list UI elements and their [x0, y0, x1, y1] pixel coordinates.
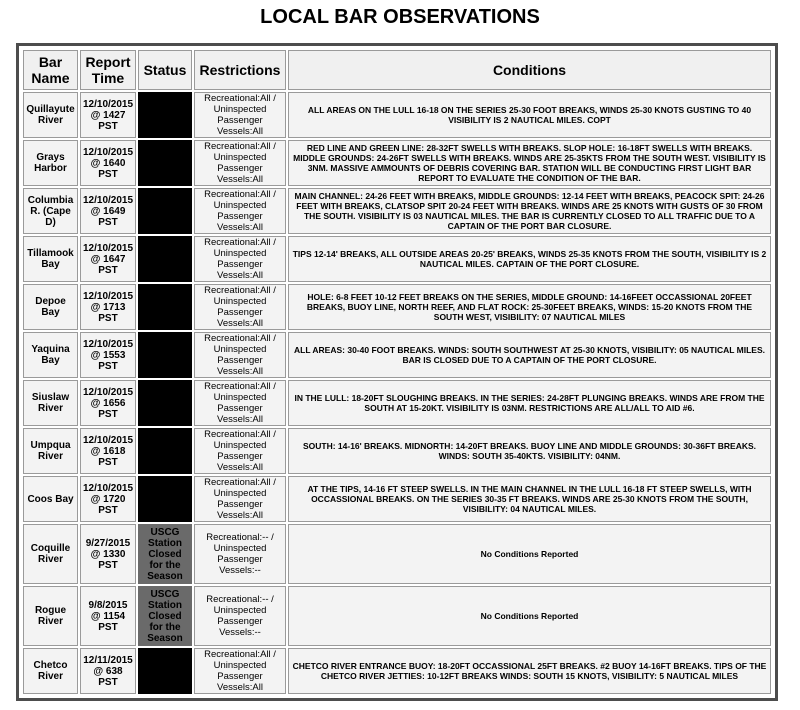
- table-row: [23, 140, 771, 186]
- bar-name-cell: Siuslaw River: [23, 380, 78, 426]
- table-row: [23, 648, 771, 694]
- conditions-cell: HOLE: 6-8 FEET 10-12 FEET BREAKS ON THE SERIES, MIDDLE GROUND: 14-16FEET OCCASSIONAL 20FEET BREAKS, BUOY LINE, NORTH REEF, AND FLAT ROCK: 25-30FEET BREAKS, WINDS: 15-20 KNOTS FROM THE SOUTH WEST, VISIBILITY: 07 NAUTICAL MILES: [288, 284, 771, 330]
- report-time-cell: 12/11/2015 @ 638 PST: [80, 648, 136, 694]
- table-row: [23, 524, 771, 584]
- conditions-cell: TIPS 12-14' BREAKS, ALL OUTSIDE AREAS 20-25' BREAKS, WINDS 25-35 KNOTS FROM THE SOUTH, VISIBILITY IS 2 NAUTICAL MILES. CAPTAIN OF THE PORT CLOSURE.: [288, 236, 771, 282]
- conditions-cell: AT THE TIPS, 14-16 FT STEEP SWELLS. IN THE MAIN CHANNEL IN THE LULL 16-18 FT STEEP SWELLS, WITH OCCASSIONAL BREAKS. ON THE SERIES 30-35 FT BREAKS. WINDS ARE 25-30 KNOTS FROM THE SOUTH, VISIBILITY: 04 NAUTICAL MILES.: [288, 476, 771, 522]
- bar-observations-table: [21, 48, 773, 696]
- report-time-cell: 12/10/2015 @ 1553 PST: [80, 332, 136, 378]
- bar-name-cell: Quillayute River: [23, 92, 78, 138]
- table-row: [23, 380, 771, 426]
- report-time-cell: 12/10/2015 @ 1713 PST: [80, 284, 136, 330]
- restrictions-cell: Recreational:All / Uninspected Passenger Vessels:All: [194, 380, 286, 426]
- bar-name-cell: Grays Harbor: [23, 140, 78, 186]
- report-time-cell: 12/10/2015 @ 1720 PST: [80, 476, 136, 522]
- conditions-cell: CHETCO RIVER ENTRANCE BUOY: 18-20FT OCCASSIONAL 25FT BREAKS. #2 BUOY 14-16FT BREAKS. TIPS OF THE CHETCO RIVER JETTIES: 10-12FT BREAKS WINDS: SOUTH 15 KNOTS, VISIBILITY: 5 NAUTICAL MILES: [288, 648, 771, 694]
- status-badge: COTP Closure: [138, 92, 192, 138]
- header-report-time: Report Time: [80, 50, 136, 90]
- conditions-cell: No Conditions Reported: [288, 524, 771, 584]
- restrictions-cell: Recreational:All / Uninspected Passenger Vessels:All: [194, 332, 286, 378]
- bar-name-cell: Columbia R. (Cape D): [23, 188, 78, 234]
- bar-name-cell: Coos Bay: [23, 476, 78, 522]
- report-time-cell: 12/10/2015 @ 1647 PST: [80, 236, 136, 282]
- restrictions-cell: Recreational:All / Uninspected Passenger Vessels:All: [194, 188, 286, 234]
- conditions-cell: SOUTH: 14-16' BREAKS. MIDNORTH: 14-20FT BREAKS. BUOY LINE AND MIDDLE GROUNDS: 30-36FT BREAKS. WINDS: SOUTH 35-40KTS. VISIBILITY: 04NM.: [288, 428, 771, 474]
- conditions-cell: IN THE LULL: 18-20FT SLOUGHING BREAKS. IN THE SERIES: 24-28FT PLUNGING BREAKS. WINDS ARE FROM THE SOUTH AT 15-20KT. VISIBILITY IS 03NM. RESTRICTIONS ARE ALL/ALL TO AID #6.: [288, 380, 771, 426]
- table-row: [23, 92, 771, 138]
- status-badge: COTP Closure: [138, 428, 192, 474]
- report-time-cell: 9/8/2015 @ 1154 PST: [80, 586, 136, 646]
- conditions-cell: RED LINE AND GREEN LINE: 28-32FT SWELLS WITH BREAKS. SLOP HOLE: 16-18FT SWELLS WITH BREAKS. MIDDLE GROUNDS: 24-26FT SWELLS WITH BREAKS. WINDS ARE 25-35KTS FROM THE SOUTH WEST. VISIBILITY IS 3NM. MASSIVE AMMOUNTS OF DEBRIS COVERING BAR. STATION WILL BE CONDUCTING FIRST LIGHT BAR REPORT TO EVALUATE THE CONDITION OF THE BAR.: [288, 140, 771, 186]
- status-badge: COTP Closure: [138, 188, 192, 234]
- status-badge: COTP Closure: [138, 648, 192, 694]
- report-time-cell: 12/10/2015 @ 1656 PST: [80, 380, 136, 426]
- table-row: [23, 188, 771, 234]
- header-bar-name: Bar Name: [23, 50, 78, 90]
- table-row: [23, 586, 771, 646]
- status-badge: COTP Closure: [138, 140, 192, 186]
- restrictions-cell: Recreational:All / Uninspected Passenger Vessels:All: [194, 284, 286, 330]
- restrictions-cell: Recreational:-- / Uninspected Passenger Vessels:--: [194, 524, 286, 584]
- bar-name-cell: Yaquina Bay: [23, 332, 78, 378]
- conditions-cell: MAIN CHANNEL: 24-26 FEET WITH BREAKS, MIDDLE GROUNDS: 12-14 FEET WITH BREAKS, PEACOCK SPIT: 24-26 FEET WITH BREAKS, CLATSOP SPIT 20-24 FEET WITH BREAKS. WINDS ARE 25 KNOTS WITH GUSTS OF 30 FROM THE SOUTH. VISIBILITY IS 03 NAUTICAL MILES. THE BAR IS CURRENTLY CLOSED TO ALL TRAFFIC DUE TO A CAPTAIN OF THE PORT BAR CLOSURE.: [288, 188, 771, 234]
- restrictions-cell: Recreational:All / Uninspected Passenger Vessels:All: [194, 92, 286, 138]
- status-badge: COTP Closure: [138, 476, 192, 522]
- header-conditions: Conditions: [288, 50, 771, 90]
- header-restrictions: Restrictions: [194, 50, 286, 90]
- report-time-cell: 12/10/2015 @ 1427 PST: [80, 92, 136, 138]
- table-row: [23, 428, 771, 474]
- bar-name-cell: Coquille River: [23, 524, 78, 584]
- report-time-cell: 12/10/2015 @ 1640 PST: [80, 140, 136, 186]
- header-status: Status: [138, 50, 192, 90]
- status-badge: USCG Station Closed for the Season: [138, 524, 192, 584]
- report-time-cell: 12/10/2015 @ 1649 PST: [80, 188, 136, 234]
- status-badge: COTP Closure: [138, 236, 192, 282]
- bar-name-cell: Chetco River: [23, 648, 78, 694]
- status-badge: USCG Station Closed for the Season: [138, 586, 192, 646]
- conditions-cell: ALL AREAS ON THE LULL 16-18 ON THE SERIES 25-30 FOOT BREAKS, WINDS 25-30 KNOTS GUSTING TO 40 VISIBILITY IS 2 NAUTICAL MILES. COPT: [288, 92, 771, 138]
- table-row: [23, 476, 771, 522]
- table-header-row: [23, 50, 771, 90]
- table-row: [23, 332, 771, 378]
- status-badge: COTP Closure: [138, 332, 192, 378]
- status-badge: COTP Closure: [138, 380, 192, 426]
- bar-observations-table-frame: [16, 43, 778, 701]
- bar-name-cell: Depoe Bay: [23, 284, 78, 330]
- conditions-cell: ALL AREAS: 30-40 FOOT BREAKS. WINDS: SOUTH SOUTHWEST AT 25-30 KNOTS, VISIBILITY: 05 NAUTICAL MILES. BAR IS CLOSED DUE TO A CAPTAIN OF THE PORT CLOSURE.: [288, 332, 771, 378]
- restrictions-cell: Recreational:-- / Uninspected Passenger Vessels:--: [194, 586, 286, 646]
- restrictions-cell: Recreational:All / Uninspected Passenger Vessels:All: [194, 476, 286, 522]
- table-row: [23, 236, 771, 282]
- table-body: [23, 92, 771, 694]
- page-title: LOCAL BAR OBSERVATIONS: [260, 6, 540, 28]
- report-time-cell: 9/27/2015 @ 1330 PST: [80, 524, 136, 584]
- bar-name-cell: Umpqua River: [23, 428, 78, 474]
- restrictions-cell: Recreational:All / Uninspected Passenger Vessels:All: [194, 140, 286, 186]
- status-badge: COTP Closure: [138, 284, 192, 330]
- restrictions-cell: Recreational:All / Uninspected Passenger Vessels:All: [194, 428, 286, 474]
- report-time-cell: 12/10/2015 @ 1618 PST: [80, 428, 136, 474]
- bar-name-cell: Rogue River: [23, 586, 78, 646]
- restrictions-cell: Recreational:All / Uninspected Passenger Vessels:All: [194, 648, 286, 694]
- restrictions-cell: Recreational:All / Uninspected Passenger Vessels:All: [194, 236, 286, 282]
- conditions-cell: No Conditions Reported: [288, 586, 771, 646]
- table-row: [23, 284, 771, 330]
- bar-name-cell: Tillamook Bay: [23, 236, 78, 282]
